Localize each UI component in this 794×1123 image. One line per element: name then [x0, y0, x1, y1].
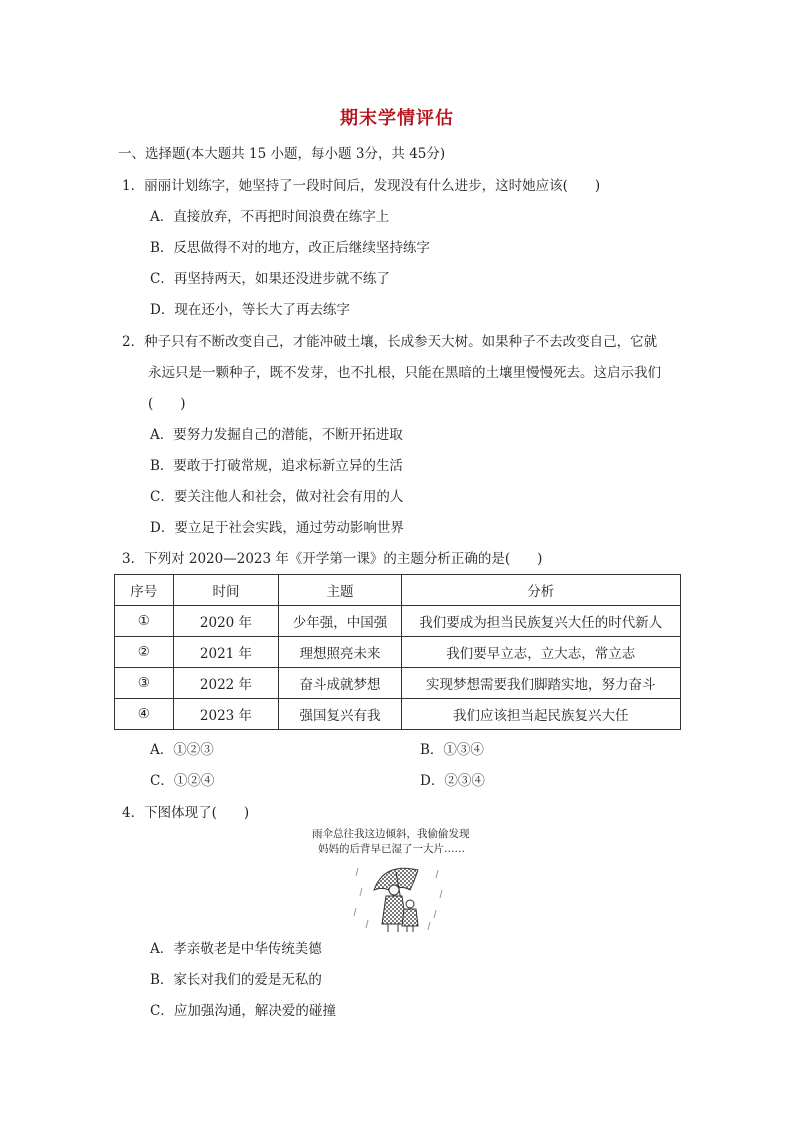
table-header-cell: 主题	[279, 575, 401, 606]
q2-stem-line2: 永远只是一颗种子，既不发芽，也不扎根，只能在黑暗的土壤里慢慢死去。这启示我们	[148, 365, 661, 381]
table-cell: ③	[115, 668, 174, 699]
q1-option-d: D．现在还小，等长大了再去练字	[150, 302, 350, 318]
table-cell: ②	[115, 637, 174, 668]
q4-illustration	[310, 826, 488, 936]
q3-table	[114, 574, 681, 730]
table-header-row	[115, 575, 681, 606]
illustration-caption-line2: 妈妈的后背早已湿了一大片……	[318, 843, 465, 855]
page-title: 期末学情评估	[340, 108, 454, 129]
table-cell: 我们应该担当起民族复兴大任	[401, 699, 680, 730]
q2-stem-line3: ( )	[148, 396, 186, 412]
q3-option-d: D．②③④	[420, 773, 485, 789]
q1-option-a: A．直接放弃，不再把时间浪费在练字上	[150, 209, 390, 225]
q3-option-a: A．①②③	[150, 742, 214, 758]
table-cell: 理想照亮未来	[279, 637, 401, 668]
q4-option-a: A．孝亲敬老是中华传统美德	[150, 941, 322, 957]
q3-option-b: B．①③④	[420, 742, 484, 758]
q1-option-c: C．再坚持两天，如果还没进步就不练了	[150, 271, 390, 287]
table-cell: 2023 年	[173, 699, 279, 730]
table-header-cell: 分析	[401, 575, 680, 606]
q2-stem-line1: 2．种子只有不断改变自己，才能冲破土壤，长成参天大树。如果种子不去改变自己，它就	[122, 334, 658, 350]
q2-option-b: B．要敢于打破常规，追求标新立异的生活	[150, 458, 403, 474]
table-cell: 强国复兴有我	[279, 699, 401, 730]
table-cell: 2022 年	[173, 668, 279, 699]
table-cell: 2021 年	[173, 637, 279, 668]
illustration-caption-line1: 雨伞总往我这边倾斜，我偷偷发现	[312, 828, 470, 840]
q4-option-c: C．应加强沟通，解决爱的碰撞	[150, 1003, 336, 1019]
q2-option-a: A．要努力发掘自己的潜能，不断开拓进取	[150, 427, 403, 443]
table-row	[115, 699, 681, 730]
section-heading: 一、选择题(本大题共 15 小题，每小题 3分，共 45分)	[118, 146, 446, 162]
table-cell: 奋斗成就梦想	[279, 668, 401, 699]
table-cell: 我们要成为担当民族复兴大任的时代新人	[401, 606, 680, 637]
q3-option-c: C．①②④	[150, 773, 215, 789]
table-cell: 我们要早立志，立大志，常立志	[401, 637, 680, 668]
table-cell: ④	[115, 699, 174, 730]
q4-option-b: B．家长对我们的爱是无私的	[150, 972, 322, 988]
table-header-cell: 序号	[115, 575, 174, 606]
umbrella-mother-child-icon	[352, 860, 448, 936]
table-row	[115, 637, 681, 668]
table-cell: 2020 年	[173, 606, 279, 637]
q3-stem: 3．下列对 2020—2023 年《开学第一课》的主题分析正确的是( )	[122, 551, 543, 567]
q2-option-c: C．要关注他人和社会，做对社会有用的人	[150, 489, 404, 505]
q2-option-d: D．要立足于社会实践，通过劳动影响世界	[150, 520, 404, 536]
table-row	[115, 668, 681, 699]
table-cell: 少年强，中国强	[279, 606, 401, 637]
table-cell: 实现梦想需要我们脚踏实地，努力奋斗	[401, 668, 680, 699]
table-row	[115, 606, 681, 637]
q1-stem: 1．丽丽计划练字，她坚持了一段时间后，发现没有什么进步，这时她应该( )	[122, 178, 601, 194]
table-header-cell: 时间	[173, 575, 279, 606]
q4-stem: 4．下图体现了( )	[122, 805, 250, 821]
q1-option-b: B．反思做得不对的地方，改正后继续坚持练字	[150, 240, 430, 256]
table-cell: ①	[115, 606, 174, 637]
